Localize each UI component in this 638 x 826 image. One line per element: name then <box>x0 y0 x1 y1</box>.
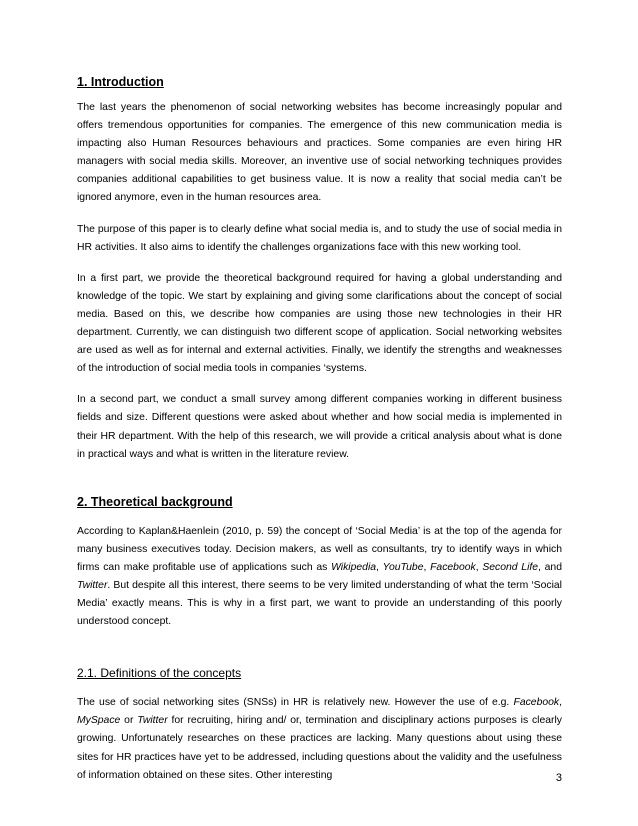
italic-term-myspace: MySpace <box>77 715 121 727</box>
intro-paragraph-3: In a first part, we provide the theoretical background required for having a global understanding and knowledge of the topic. We start by explaining and giving some clarifications about the concept of social media. Based on this, we describe how companies are using those new technologies in their HR department. Currently, we can distinguish two different scope of application. Social networking websites are used as well as for internal and external activities. Finally, we identify the strengths and weaknesses of the introduction of social media tools in companies ‘systems. <box>77 272 562 375</box>
text-run: , <box>423 561 431 573</box>
background-paragraph-1 <box>77 523 562 632</box>
text-run: , <box>475 561 483 573</box>
section-heading-theoretical-background: 2. Theoretical background <box>77 494 233 509</box>
text-run: The use of social networking sites (SNSs) in HR is relatively new. However the use of e.g. <box>77 697 514 709</box>
section-heading-introduction: 1. Introduction <box>77 75 164 89</box>
text-run: , <box>559 697 562 709</box>
italic-term-facebook: Facebook <box>430 561 476 573</box>
definitions-paragraph-1 <box>77 694 562 784</box>
italic-term-second-life: Second Life <box>482 561 539 573</box>
intro-paragraph-4: In a second part, we conduct a small survey among different companies working in different business fields and size. Different questions were asked about whether and how social media is implemented in their HR department. With the help of this research, we will provide a critical analysis about what is done in practical ways and what is written in the literature review. <box>77 394 562 460</box>
page-number: 3 <box>555 772 562 784</box>
text-run: According to Kaplan&Haenlein (2010, p. 59) the concept of ‘Social Media’ is at the top of the agenda for many business executives today. Decision makers, as well as consultants, try to identify ways in which firms can make profitable use of applications such as <box>77 525 562 573</box>
text-run: . But despite all this interest, there seems to be very limited understanding of what the term ‘Social Media’ exactly means. This is why in a first part, we want to provide an understanding of this poorly understood concept. <box>77 579 562 628</box>
intro-paragraph-2: The purpose of this paper is to clearly define what social media is, and to study the use of social media in HR activities. It also aims to identify the challenges organizations face with this new working tool. <box>77 223 562 253</box>
subsection-heading-definitions: 2.1. Definitions of the concepts <box>77 666 242 681</box>
text-run: , <box>376 561 383 573</box>
text-run: or <box>120 715 138 727</box>
italic-term-twitter: Twitter <box>137 715 168 727</box>
italic-term-youtube: YouTube <box>382 561 424 573</box>
italic-term-twitter: Twitter <box>77 579 108 591</box>
page-content <box>77 74 562 785</box>
italic-term-wikipedia: Wikipedia <box>331 561 377 573</box>
intro-paragraph-1: The last years the phenomenon of social networking websites has become increasingly popular and offers tremendous opportunities for companies. The emergence of this new communication media is impacting also Human Resources behaviours and practices. Some companies are even hiring HR managers with social media skills. Moreover, an inventive use of social networking techniques provides companies additional capabilities to get business value. It is now a reality that social media can’t be ignored anymore, even in the human resources area. <box>77 102 562 204</box>
text-run: , and <box>538 561 562 573</box>
text-run: for recruiting, hiring and/ or, termination and disciplinary actions purposes is clearly growing. Unfortunately researches on these practices are lacking. Many questions about using these sites for HR practices have yet to be addressed, including questions about the validity and the usefulness of information obtained on these sites. Other interesting <box>77 715 562 781</box>
italic-term-facebook: Facebook <box>513 697 560 709</box>
